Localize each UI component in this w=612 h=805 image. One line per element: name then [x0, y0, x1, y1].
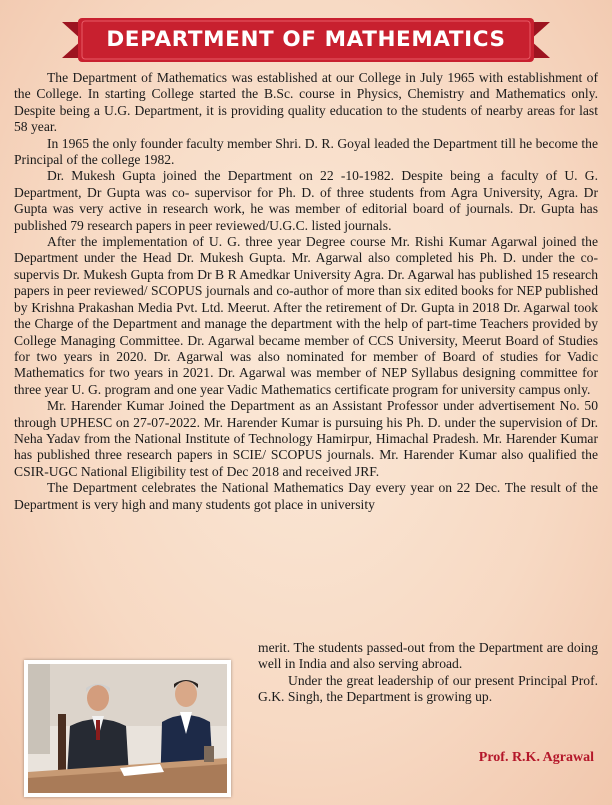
- paragraph-harender-kumar: Mr. Harender Kumar Joined the Department as an Assistant Professor under advertisement No. 50 through UPHESC on 27-07-2022. Mr. Harender Kumar is pursuing his Ph. D. under the supervision of Dr. Neha Yadav from the National Institute of Technology Hamirpur, Himachal Pradesh. Mr. Harender Kumar has published three research papers in SCIE/ SCOPUS journals. Mr. Harender Kumar also qualified the CSIR-UGC National Eligibility test of Dec 2018 and received JRF.: [14, 398, 598, 479]
- paragraph-leadership: Under the great leadership of our present Principal Prof. G.K. Singh, the Department is growing up.: [258, 672, 598, 705]
- paragraph-dr-gupta: Dr. Mukesh Gupta joined the Department on 22 -10-1982. Despite being a faculty of U. G. Department, Dr Gupta was co- supervisor for Ph. D. of three students from Agra University, Agra. Dr Gupta was very active in research work, he was member of editorial board of journals. Dr. Gupta has published 79 research papers in peer reviewed/U.G.C. listed journals.: [14, 168, 598, 233]
- paragraph-dr-agarwal: After the implementation of U. G. three year Degree course Mr. Rishi Kumar Agarwal joined the Department under the Head Dr. Mukesh Gupta. Mr. Agarwal also completed his Ph. D. under the co-supervis Dr. Mukesh Gupta from Dr B R Amedkar University Agra. Dr. Agarwal has published 15 research papers in peer reviewed/ SCOPUS journals and co-author of more than six edited books for NEP published by Krishna Prakashan Media Pvt. Ltd. Meerut. After the retirement of Dr. Gupta in 2018 Dr. Agarwal took the Charge of the Department and manage the department with the help of part-time Teachers provided by College Managing Committee. Dr. Agarwal became member of CCS University, Meerut Board of Studies for two years in 2020. Dr. Agarwal was also nominated for member of Board of studies for Vadic Mathematics for two years in 2021. Dr. Agarwal was member of NEP Syllabus designing committee for three year U. G. program and one year Vadic Mathematics certificate program for university campus only.: [14, 234, 598, 397]
- article-body: [14, 70, 598, 513]
- closing-text: [258, 640, 598, 706]
- paragraph-mathematics-day: The Department celebrates the National Mathematics Day every year on 22 Dec. The result of the Department is very high and many students got place in university: [14, 480, 598, 512]
- faculty-photo: [24, 660, 231, 797]
- paragraph-founder: In 1965 the only founder faculty member Shri. D. R. Goyal leaded the Department till he become the Principal of the college 1982.: [14, 135, 598, 168]
- author-signature: Prof. R.K. Agrawal: [478, 750, 594, 765]
- title-banner: [62, 18, 550, 62]
- paragraph-history: The Department of Mathematics was established at our College in July 1965 with establishment of the College. In starting College started the B.Sc. course in Physics, Chemistry and Mathematics only. Despite being a U.G. Department, it is providing quality education to the students of nearby areas for last 58 year.: [14, 70, 598, 135]
- page-title: DEPARTMENT OF MATHEMATICS: [106, 27, 506, 52]
- paragraph-students-merit: merit. The students passed-out from the Department are doing well in India and also serving abroad.: [258, 640, 598, 672]
